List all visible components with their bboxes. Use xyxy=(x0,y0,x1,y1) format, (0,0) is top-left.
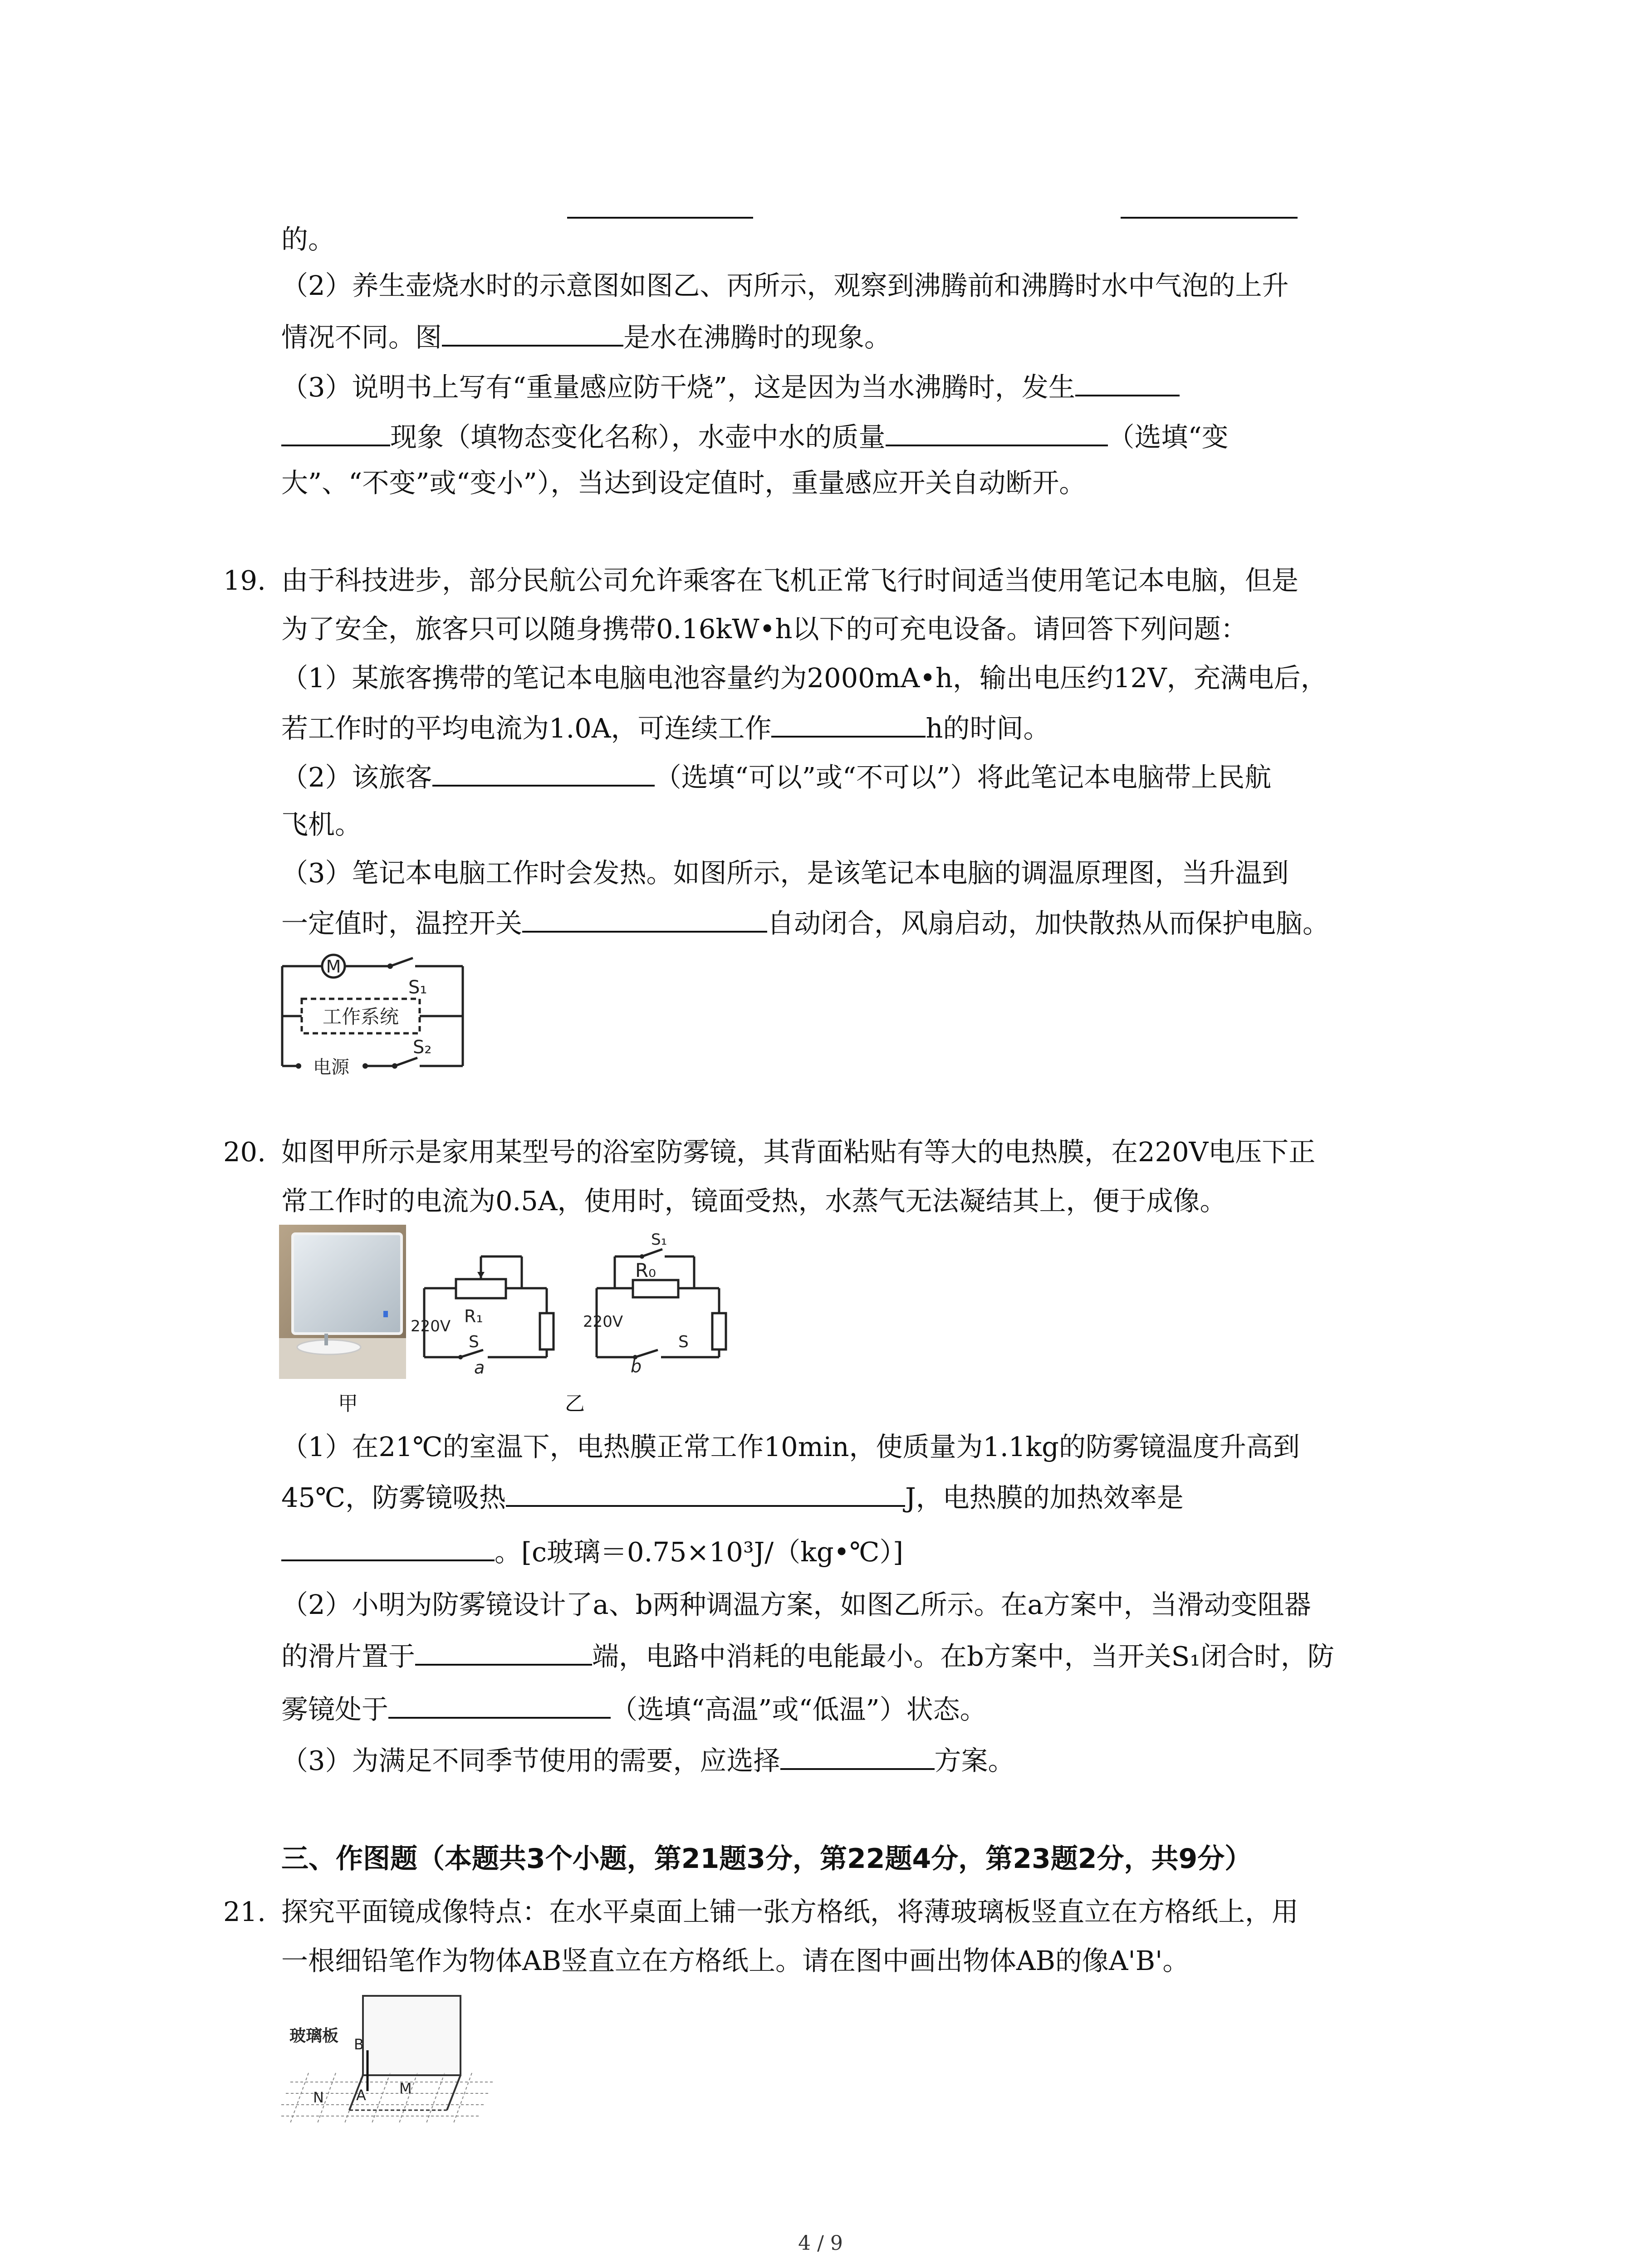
q19-line4-post: h的时间。 xyxy=(926,713,1050,744)
q18-part2-suffix: 是水在沸腾时的现象。 xyxy=(623,322,892,353)
q20-caption-yi: 乙 xyxy=(565,1392,585,1415)
q18-part2-prefix: 情况不同。图 xyxy=(281,322,442,353)
q21-m-label: M xyxy=(399,2080,412,2097)
q20b-voltage: 220V xyxy=(583,1313,623,1331)
q19-line4-pre: 若工作时的平均电流为1.0A，可连续工作 xyxy=(281,713,772,744)
q19-circuit-figure xyxy=(277,948,472,1080)
answer-line-top-left[interactable] xyxy=(567,217,753,219)
q20-line8-post: （选填“高温”或“低温”）状态。 xyxy=(611,1694,987,1725)
q19-line3: （1）某旅客携带的笔记本电脑电池容量约为2000mA•h，输出电压约12V，充满电后， xyxy=(281,662,1327,694)
q20a-switch: S xyxy=(469,1333,479,1351)
q20-line4-pre: 45℃，防雾镜吸热 xyxy=(281,1482,506,1513)
q19-system-label: 工作系统 xyxy=(322,1006,399,1028)
q19-line5-pre: （2）该旅客 xyxy=(281,762,432,793)
q21-glass-label: 玻璃板 xyxy=(289,2027,339,2045)
q18-part3-post: （选填“变 xyxy=(1107,421,1229,453)
mirror-photo xyxy=(279,1225,406,1379)
q21-line2: 一根细铅笔作为物体AB竖直立在方格纸上。请在图中画出物体AB的像A'B'。 xyxy=(281,1945,1190,1976)
q21-n-label: N xyxy=(313,2089,324,2106)
q19-line4 xyxy=(281,709,1050,747)
answer-line-top-right[interactable] xyxy=(1121,217,1298,219)
q19-line2: 为了安全，旅客只可以随身携带0.16kW•h以下的可充电设备。请回答下列问题： xyxy=(281,613,1248,645)
glass-plate xyxy=(363,1996,460,2075)
q20-line5-post: 。[c玻璃＝0.75×10³J/（kg•℃）] xyxy=(495,1536,903,1568)
q20-line3: （1）在21℃的室温下，电热膜正常工作10min，使质量为1.1kg的防雾镜温度升高到 xyxy=(281,1431,1300,1462)
q19-blank-hours[interactable] xyxy=(771,709,926,738)
q20-line1: 如图甲所示是家用某型号的浴室防雾镜，其背面粘贴有等大的电热膜，在220V电压下正 xyxy=(281,1136,1316,1168)
q20-line9-post: 方案。 xyxy=(934,1745,1015,1776)
q20b-switch: S xyxy=(678,1333,689,1351)
q19-line8-post: 自动闭合，风扇启动，加快散热从而保护电脑。 xyxy=(767,908,1330,939)
q20-line8-pre: 雾镜处于 xyxy=(281,1694,389,1725)
q19-number: 19. xyxy=(223,565,266,596)
section-3-title: 三、作图题（本题共3个小题，第21题3分，第22题4分，第23题2分，共9分） xyxy=(281,1843,1252,1875)
q19-blank-allow[interactable] xyxy=(432,758,655,787)
q20a-resistor: R₁ xyxy=(464,1306,483,1326)
q20-line4 xyxy=(281,1478,1184,1516)
q20a-voltage: 220V xyxy=(411,1317,451,1335)
q19-blank-switch[interactable] xyxy=(522,904,767,933)
q20-line4-post: J，电热膜的加热效率是 xyxy=(905,1482,1184,1513)
q18-part3-mid: 现象（填物态变化名称），水壶中水的质量 xyxy=(390,421,886,453)
q21-b-label: B xyxy=(354,2036,364,2053)
q20-line6: （2）小明为防雾镜设计了a、b两种调温方案，如图乙所示。在a方案中，当滑动变阻器 xyxy=(281,1589,1311,1620)
q20-line7 xyxy=(281,1637,1334,1675)
q20-line9-pre: （3）为满足不同季节使用的需要，应选择 xyxy=(281,1745,780,1776)
q18-blank-phase-b[interactable] xyxy=(281,417,390,446)
q20-blank-scheme[interactable] xyxy=(780,1741,935,1770)
q19-line7: （3）笔记本电脑工作时会发热。如图所示，是该笔记本电脑的调温原理图，当升温到 xyxy=(281,857,1289,889)
q18-part3-line2 xyxy=(281,417,1229,455)
q18-blank-mass[interactable] xyxy=(886,417,1108,446)
q19-line1: 由于科技进步，部分民航公司允许乘客在飞机正常飞行时间适当使用笔记本电脑，但是 xyxy=(281,565,1299,596)
q21-line1: 探究平面镜成像特点：在水平桌面上铺一张方格纸，将薄玻璃板竖直立在方格纸上，用 xyxy=(281,1896,1299,1927)
q18-part3-text: （3）说明书上写有“重量感应防干烧”，这是因为当水沸腾时，发生 xyxy=(281,371,1075,403)
q19-line5-post: （选填“可以”或“不可以”）将此笔记本电脑带上民航 xyxy=(654,762,1272,793)
q19-s2-label: S₂ xyxy=(413,1037,432,1058)
q19-line8-pre: 一定值时，温控开关 xyxy=(281,908,523,939)
q20-caption-jia: 甲 xyxy=(338,1392,358,1415)
q18-line0: 的。 xyxy=(281,224,335,255)
q18-part2-line1: （2）养生壶烧水时的示意图如图乙、丙所示，观察到沸腾前和沸腾时水中气泡的上升 xyxy=(281,270,1289,301)
q21-number: 21. xyxy=(223,1896,266,1927)
q19-line6: 飞机。 xyxy=(281,809,362,840)
q20-line7-post: 端，电路中消耗的电能最小。在b方案中，当开关S₁闭合时，防 xyxy=(592,1641,1334,1672)
q20-line9 xyxy=(281,1741,1015,1779)
q20-line5 xyxy=(281,1532,903,1570)
page-number: 4 / 9 xyxy=(798,2232,843,2255)
q19-line5 xyxy=(281,758,1271,796)
q20-line8 xyxy=(281,1690,987,1728)
q21-mirror-figure[interactable] xyxy=(281,1991,513,2127)
q19-motor-label: M xyxy=(326,957,341,977)
q20-blank-slider-end[interactable] xyxy=(415,1637,592,1666)
q18-part3-line3: 大”、“不变”或“变小”），当达到设定值时，重量感应开关自动断开。 xyxy=(281,467,1086,499)
q20b-s1: S₁ xyxy=(651,1231,667,1249)
q20a-label: a xyxy=(474,1358,485,1374)
q20-blank-heat[interactable] xyxy=(506,1478,905,1507)
q20-circuit-a xyxy=(411,1238,565,1374)
q20-line7-pre: 的滑片置于 xyxy=(281,1641,416,1672)
q18-blank-phase-a[interactable] xyxy=(1075,367,1180,396)
q18-part2-line2 xyxy=(281,318,891,356)
q20-number: 20. xyxy=(223,1136,266,1168)
q20b-resistor: R₀ xyxy=(635,1259,656,1281)
q20b-label: b xyxy=(631,1356,642,1374)
q20-line2: 常工作时的电流为0.5A，使用时，镜面受热，水蒸气无法凝结其上，便于成像。 xyxy=(281,1185,1227,1217)
q20-blank-temp-state[interactable] xyxy=(388,1690,611,1719)
q18-part3-line1 xyxy=(281,367,1180,406)
q19-s1-label: S₁ xyxy=(408,977,427,998)
q20-blank-efficiency[interactable] xyxy=(281,1532,495,1561)
q21-a-label: A xyxy=(356,2087,366,2104)
q18-blank-figure[interactable] xyxy=(442,318,623,347)
q20-circuit-b xyxy=(583,1225,737,1374)
q19-power-label: 电源 xyxy=(313,1057,349,1078)
q19-line8 xyxy=(281,904,1329,942)
